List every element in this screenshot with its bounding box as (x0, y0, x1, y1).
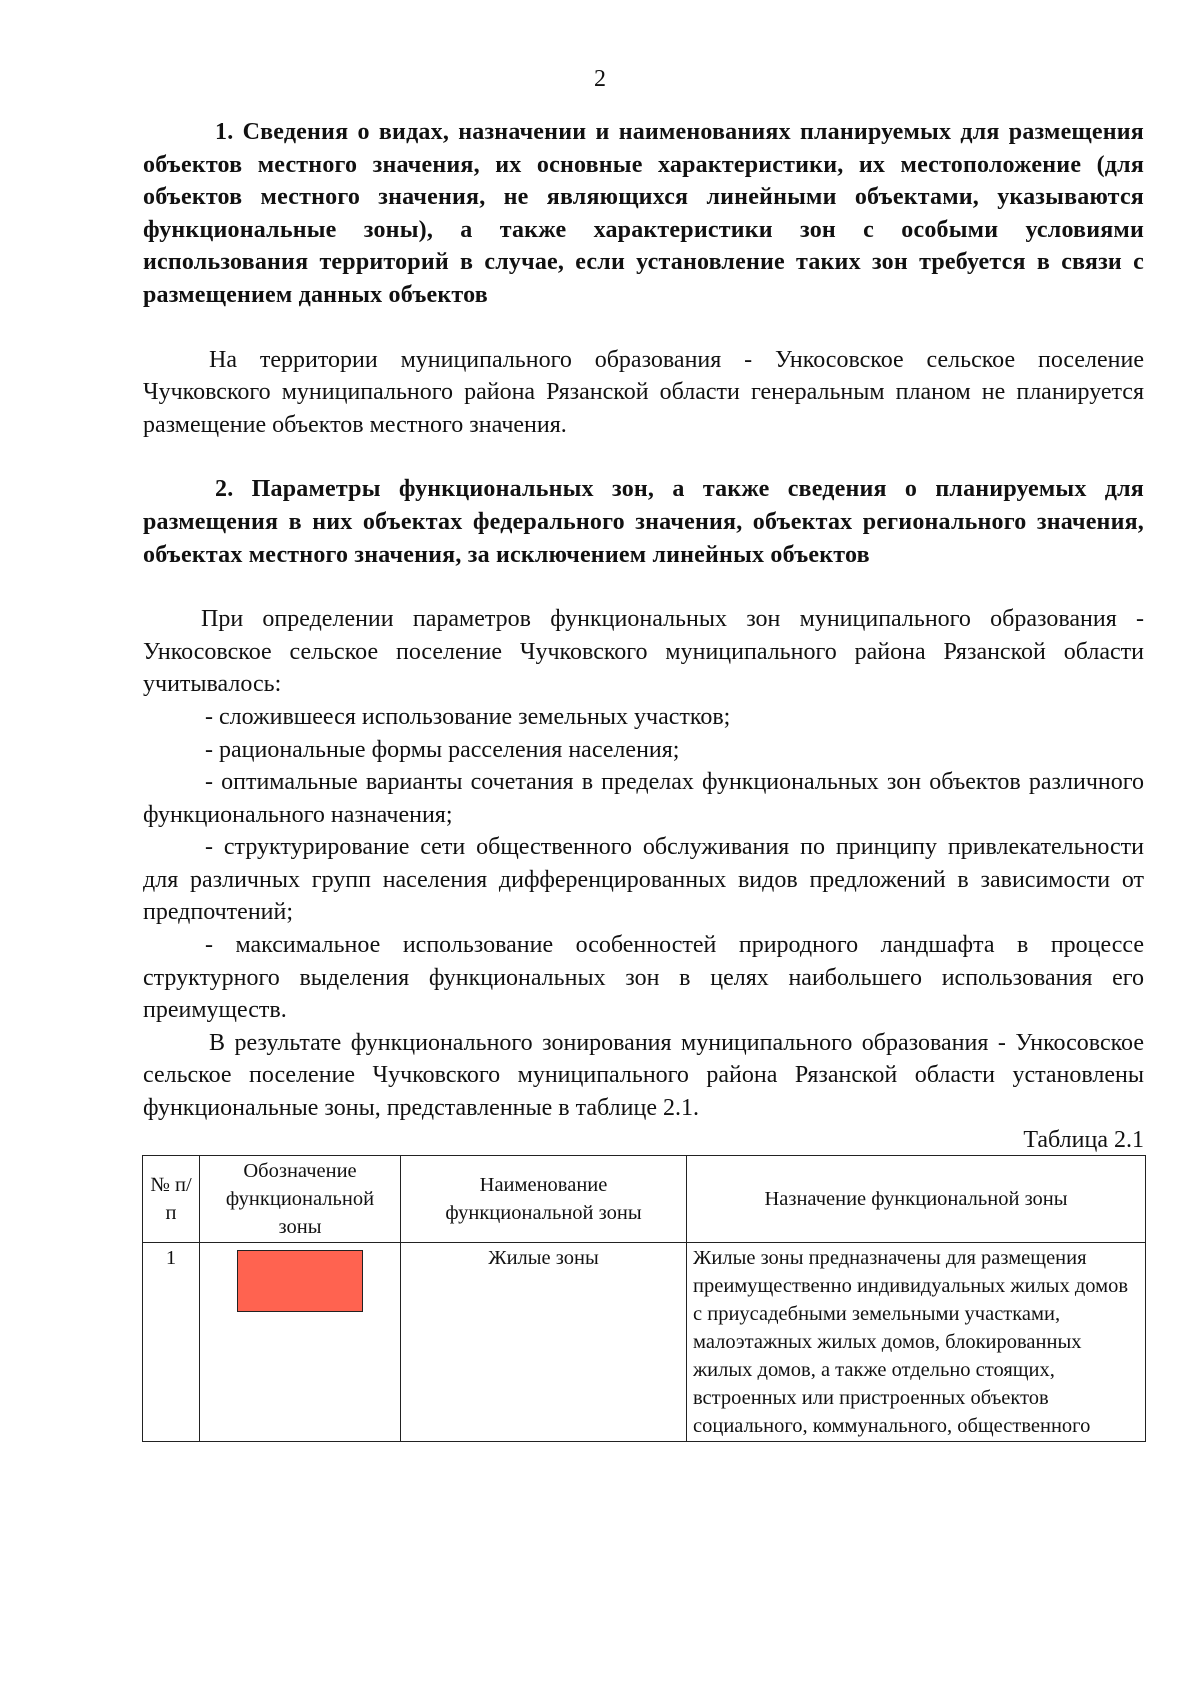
row-symbol (200, 1242, 401, 1441)
section2-heading: 2. Параметры функциональных зон, а также сведения о планируемых для размещения в них объектах федерального значения, объектах регионального значения, объектах местного значения, за исключением линейных объектов (143, 476, 1144, 568)
header-num: № п/п (143, 1155, 200, 1242)
row-purpose: Жилые зоны предназначены для размещения преимущественно индивидуальных жилых домов с приусадебными земельными участками, малоэтажных жилых домов, блокированных жилых домов, а также отдельно стоящих, встроенных или пристроенных объектов социального, коммунального, общественного (687, 1242, 1146, 1441)
list-item: - структурирование сети общественного обслуживания по принципу привлекательности для различных групп населения дифференцированных видов предложений в зависимости от предпочтений; (143, 834, 1144, 926)
header-purpose: Назначение функциональной зоны (687, 1155, 1146, 1242)
table-row (143, 1242, 1146, 1441)
row-num: 1 (143, 1242, 200, 1441)
list-item: - максимальное использование особенностей природного ландшафта в процессе структурного выделения функциональных зон в целях наибольшего использования его преимуществ. (143, 932, 1144, 1024)
section2-result: В результате функционального зонирования муниципального образования - Ункосовское сельское поселение Чучковского муниципального района Рязанской области установлены функциональные зоны, представленные в таблице 2.1. (143, 1029, 1144, 1122)
section2-intro: При определении параметров функциональных зон муниципального образования - Ункосовское сельское поселение Чучковского муниципального района Рязанской области учитывалось: (143, 606, 1144, 698)
list-item: - оптимальные варианты сочетания в пределах функциональных зон объектов различного функционального назначения; (143, 769, 1144, 828)
spacer (143, 571, 1144, 603)
header-name: Наименование функциональной зоны (401, 1155, 687, 1242)
spacer (143, 441, 1144, 473)
table-header-row (143, 1155, 1146, 1242)
zones-table (142, 1155, 1146, 1442)
document-body (143, 116, 1144, 1442)
table-caption: Таблица 2.1 (1023, 1126, 1144, 1153)
page-number: 2 (594, 66, 606, 92)
section1-paragraph: На территории муниципального образования - Ункосовское сельское поселение Чучковского муниципального района Рязанской области генеральным планом не планируется размещение объектов местного значения. (143, 346, 1144, 438)
spacer (143, 312, 1144, 344)
row-name: Жилые зоны (401, 1242, 687, 1441)
zone-color-swatch (237, 1250, 363, 1312)
header-symbol: Обозначение функциональной зоны (200, 1155, 401, 1242)
section1-heading: 1. Сведения о видах, назначении и наименованиях планируемых для размещения объектов местного значения, их основные характеристики, их местоположение (для объектов местного значения, не являющихся линейными объектами, указываются функциональные зоны), а также характеристики зон с особыми условиями использования территорий в случае, если установление таких зон требуется в связи с размещением данных объектов (143, 119, 1144, 308)
list-item: - рациональные формы расселения населения; (205, 736, 680, 763)
list-item: - сложившееся использование земельных участков; (205, 703, 731, 730)
